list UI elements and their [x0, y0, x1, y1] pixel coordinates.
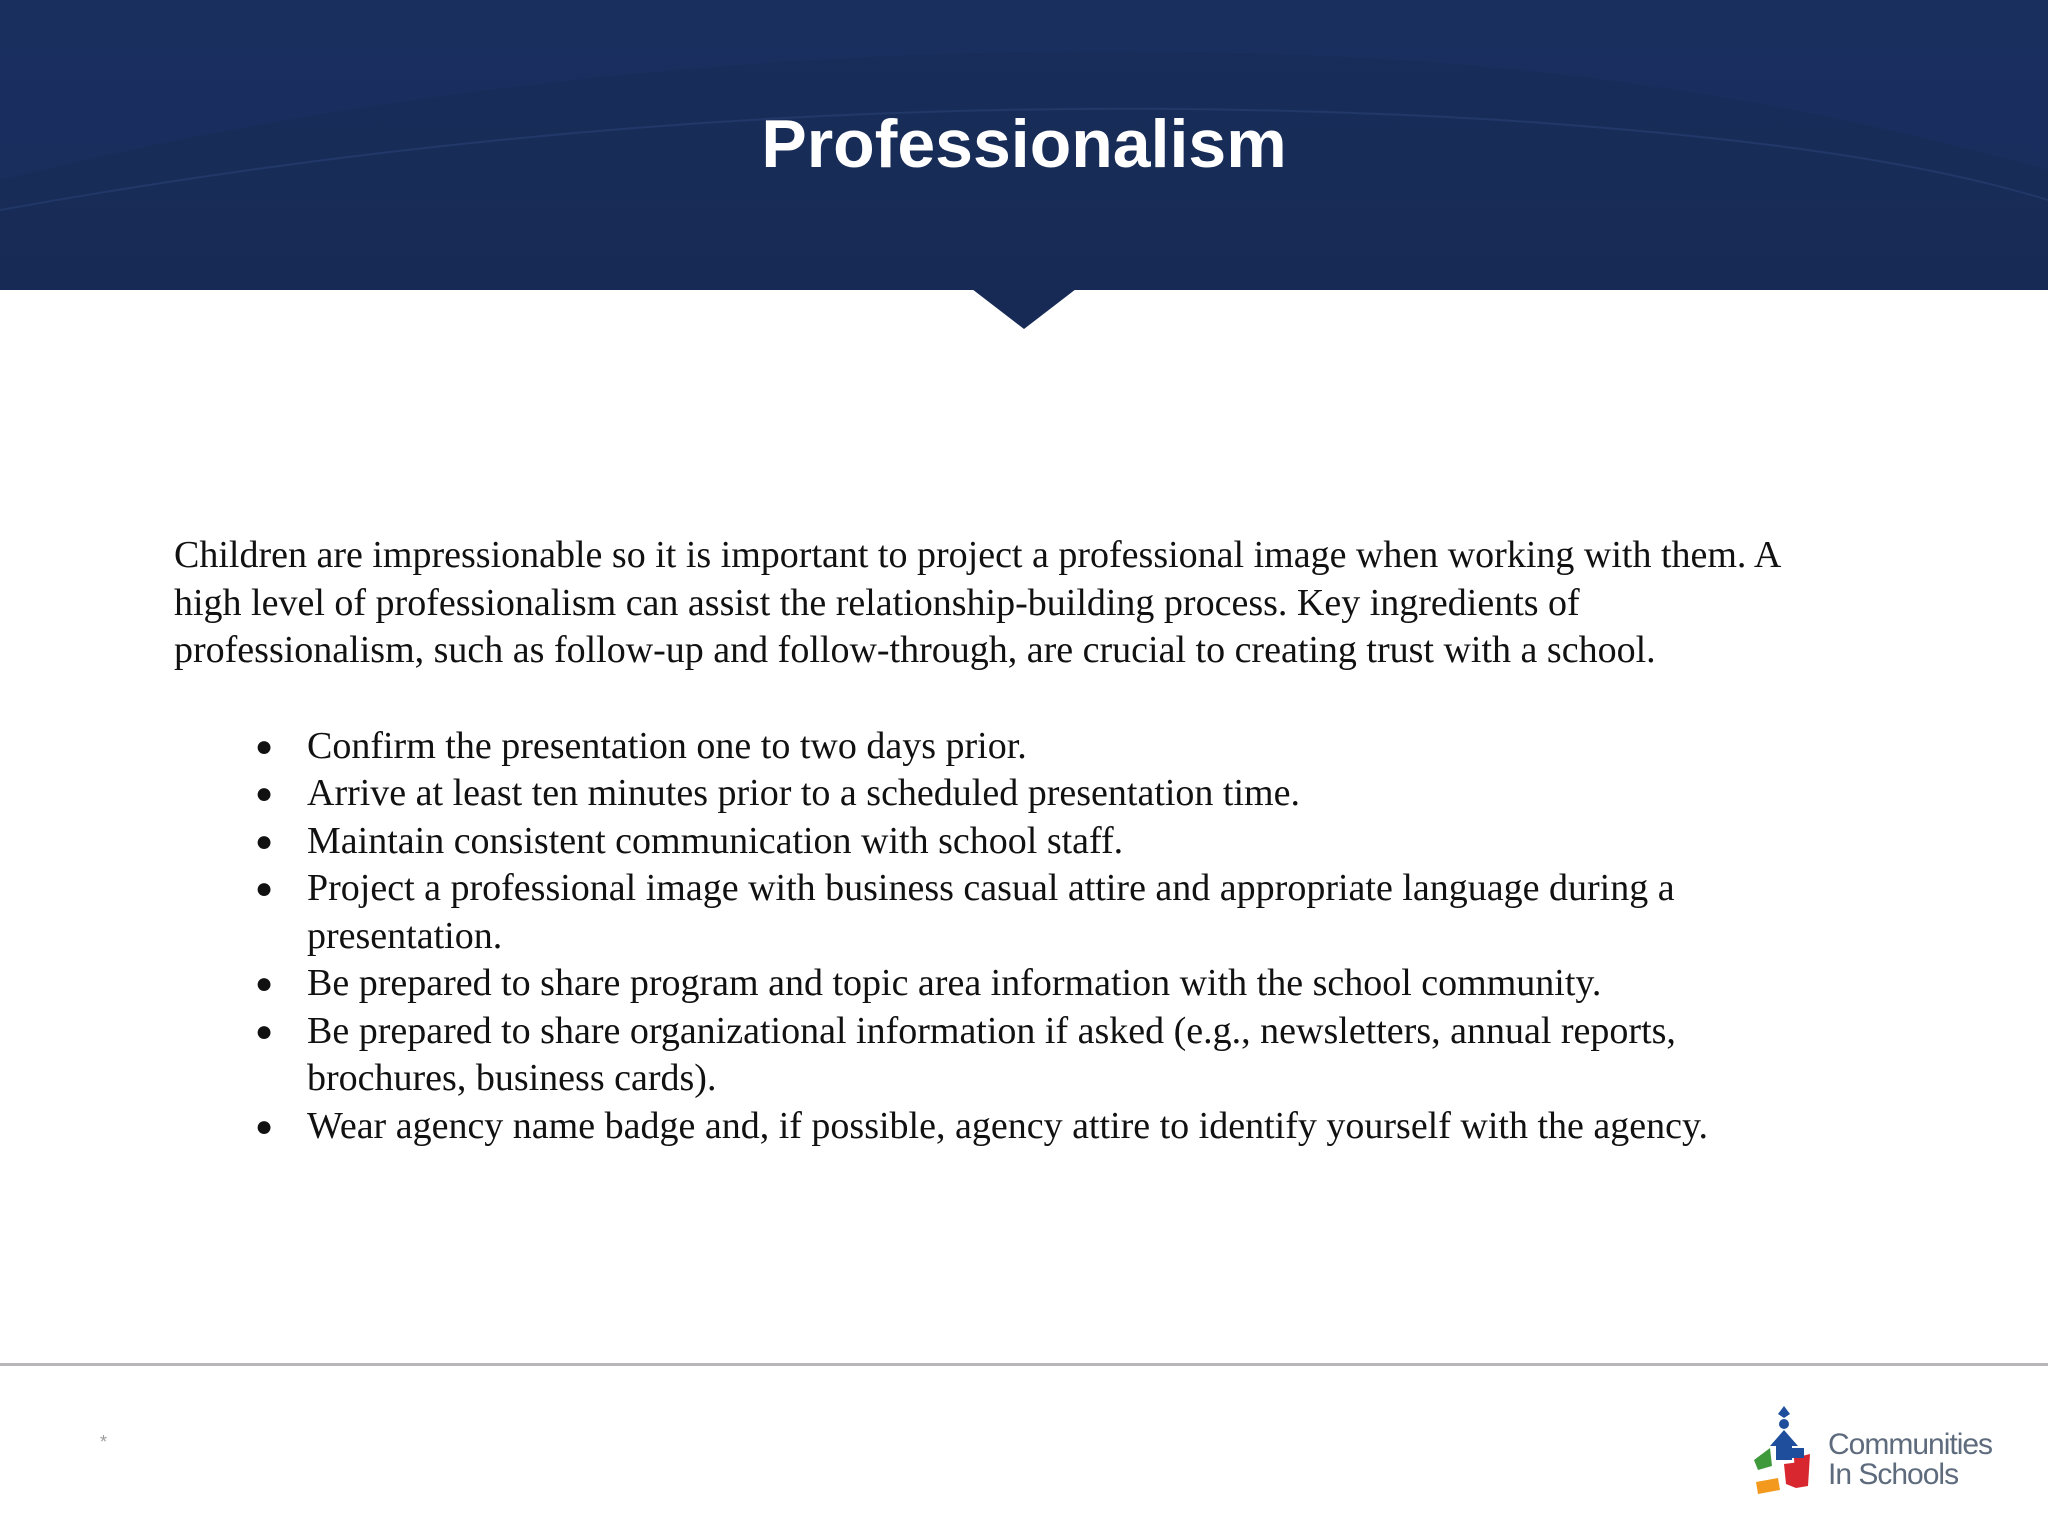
bullet-item	[255, 770, 1814, 818]
logo-wordmark	[1828, 1430, 1992, 1490]
bullet-item	[255, 818, 1814, 866]
bullet-item	[255, 1008, 1814, 1103]
logo-line-2: In Schools	[1828, 1458, 1959, 1491]
bullet-item	[255, 723, 1814, 771]
header-notch	[972, 289, 1076, 329]
footer-divider	[0, 1363, 2048, 1366]
bullet-text: Confirm the presentation one to two days prior.	[307, 724, 1027, 767]
bullet-item	[255, 865, 1814, 960]
bullet-item	[255, 960, 1814, 1008]
bullet-text: Be prepared to share program and topic area information with the school community.	[307, 962, 1602, 1004]
bullet-dot-icon: ●	[255, 967, 274, 1000]
bullet-dot-icon: ●	[255, 729, 274, 763]
bullet-list	[174, 723, 1814, 1151]
bullet-dot-icon: ●	[255, 872, 274, 905]
bullet-text: Wear agency name badge and, if possible, agency attire to identify yourself with the agency.	[307, 1104, 1709, 1147]
communities-in-schools-logo	[1748, 1404, 2008, 1504]
bullet-text: Arrive at least ten minutes prior to a scheduled presentation time.	[307, 772, 1300, 814]
bullet-dot-icon: ●	[255, 1109, 274, 1143]
footnote-asterisk: *	[100, 1432, 108, 1452]
slide-body	[174, 532, 1814, 1150]
bullet-dot-icon: ●	[255, 824, 274, 858]
bullet-text: Project a professional image with business casual attire and appropriate language during a presentation.	[307, 867, 1675, 957]
slide-title: Professionalism	[761, 106, 1287, 182]
logo-mark-icon	[1748, 1404, 1828, 1504]
bullet-text: Be prepared to share organizational information if asked (e.g., newsletters, annual reports, brochures, business cards).	[307, 1009, 1676, 1099]
bullet-item	[255, 1103, 1814, 1151]
bullet-dot-icon: ●	[255, 777, 274, 810]
bullet-dot-icon: ●	[255, 1014, 274, 1048]
bullet-text: Maintain consistent communication with school staff.	[307, 819, 1124, 862]
intro-paragraph: Children are impressionable so it is important to project a professional image when working with them. A high level of professionalism can assist the relationship-building process. Key ingredients of professionalism, such as follow-up and follow-through, are crucial to creating trust with a school.	[174, 534, 1780, 671]
logo-line-1: Communities	[1828, 1428, 1993, 1461]
